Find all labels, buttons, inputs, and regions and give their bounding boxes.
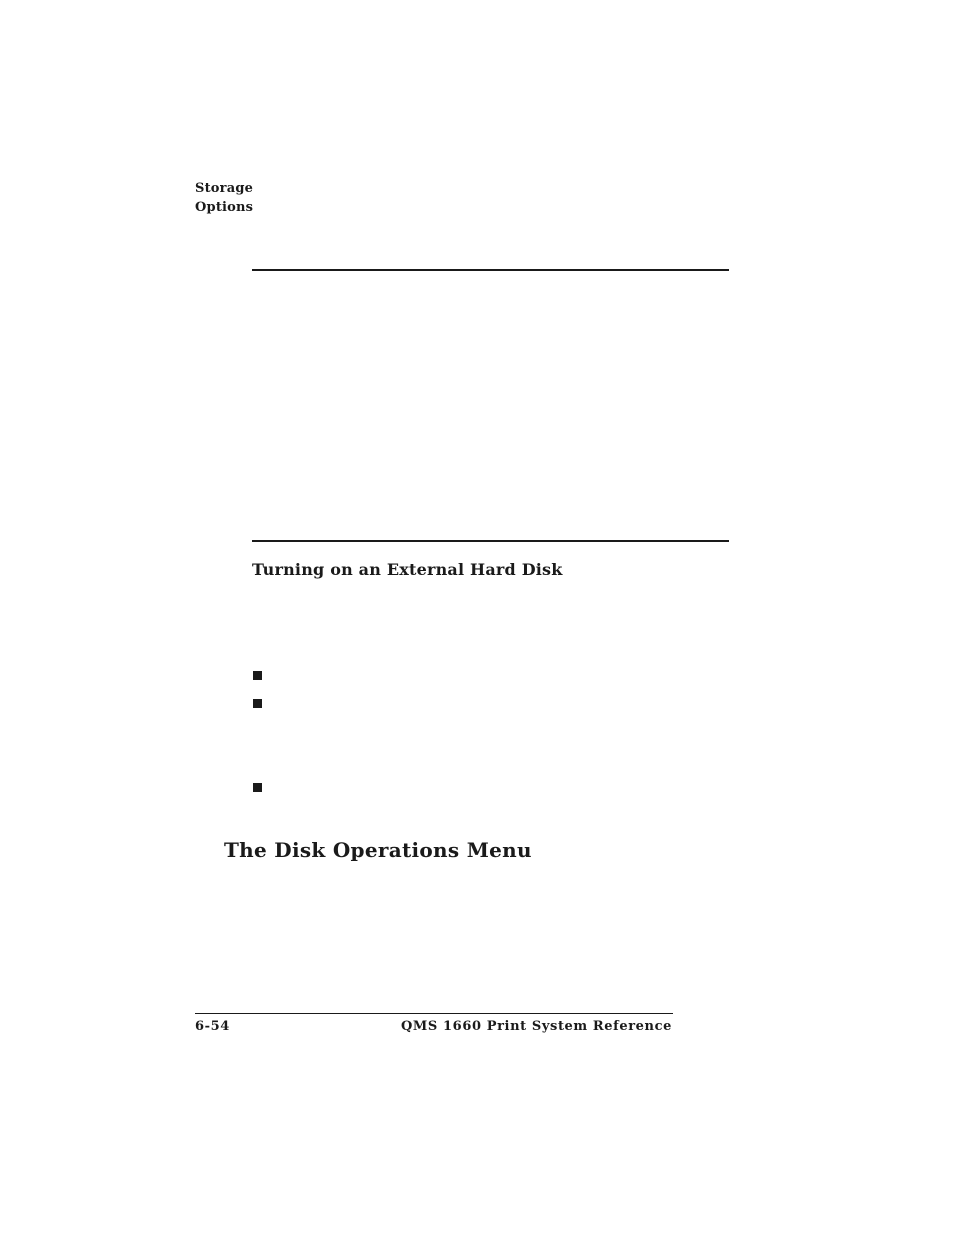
major-heading: The Disk Operations Menu [224,838,532,862]
top-rule [252,269,729,271]
section-heading: Turning on an External Hard Disk [252,560,563,579]
bullet-square-icon [253,699,262,708]
bullet-square-icon [253,783,262,792]
side-label [195,179,253,217]
section-rule [252,540,729,542]
footer-page-number: 6-54 [195,1019,230,1034]
side-label-line-1: Storage [195,181,254,196]
bullet-square-icon [253,671,262,680]
footer-rule [195,1013,673,1014]
footer-book-title: QMS 1660 Print System Reference [401,1019,672,1034]
side-label-line-2: Options [195,200,254,215]
